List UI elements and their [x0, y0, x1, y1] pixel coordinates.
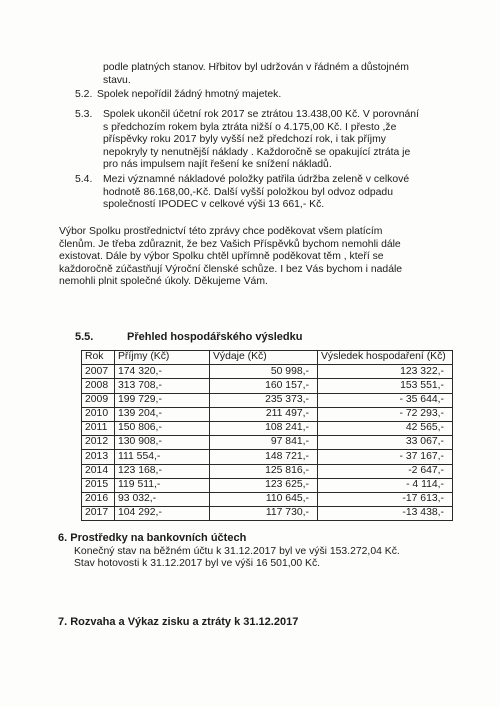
table-row [82, 507, 453, 521]
cell-result: -2 647,- [318, 464, 453, 478]
item-number: 5.4. [75, 174, 93, 185]
cell-expenses: 148 721,- [210, 450, 318, 464]
section-7-heading: 7. Rozvaha a Výkaz zisku a ztráty k 31.12.2017 [58, 616, 299, 628]
cell-expenses: 211 497,- [210, 407, 318, 421]
results-table [81, 350, 453, 521]
bank-account-line: Konečný stav na běžném účtu k 31.12.2017 byl ve výši 153.272,04 Kč. [74, 545, 400, 557]
cash-line: Stav hotovosti k 31.12.2017 byl ve výši 16 501,00 Kč. [74, 558, 321, 570]
committee-line: Výbor Spolku prostřednictví této zprávy chce poděkovat všem platícím [59, 226, 383, 237]
cell-expenses: 108 241,- [210, 421, 318, 435]
section-6-heading: 6. Prostředky na bankovních účtech [58, 532, 247, 544]
cell-year: 2011 [82, 421, 115, 435]
section-5-5-heading [75, 331, 302, 344]
cell-expenses: 123 625,- [210, 478, 318, 492]
item-number: 5.2. [75, 89, 93, 100]
item-line: příspěvky roku 2017 byly vyšší než předchozí rok, i tak příjmy [103, 134, 386, 146]
cell-income: 119 511,- [115, 478, 210, 492]
cell-income: 139 204,- [115, 407, 210, 421]
cell-year: 2017 [82, 507, 115, 521]
cell-income: 104 292,- [115, 507, 210, 521]
table-row [82, 407, 453, 421]
intro-paragraph [103, 62, 409, 87]
cell-expenses: 235 373,- [210, 393, 318, 407]
item-line: Spolek ukončil účetní rok 2017 se ztrátou 13.438,00 Kč. V porovnání [103, 109, 419, 120]
cell-income: 174 320,- [115, 365, 210, 379]
header-expenses: Výdaje (Kč) [210, 351, 318, 365]
section-number: 5.5. [75, 331, 94, 343]
table-row [82, 421, 453, 435]
item-line: hodnotě 86.168,00,-Kč. Další vyšší položkou byl odvoz odpadu [103, 186, 393, 198]
cell-result: -13 438,- [318, 507, 453, 521]
cell-income: 150 806,- [115, 421, 210, 435]
cell-expenses: 125 816,- [210, 464, 318, 478]
section-6 [58, 532, 400, 571]
cell-result: 153 551,- [318, 379, 453, 393]
item-5-4 [75, 174, 409, 212]
item-5-2 [75, 89, 281, 102]
item-line: Mezi významné nákladové položky patřila údržba zeleně v celkové [103, 174, 410, 185]
table-row [82, 393, 453, 407]
committee-line: existovat. Dále by výbor Spolku chtěl upřímně poděkovat těm , kteří se [59, 251, 384, 263]
cell-income: 199 729,- [115, 393, 210, 407]
cell-result: -17 613,- [318, 492, 453, 506]
table-body [82, 365, 453, 521]
cell-year: 2014 [82, 464, 115, 478]
item-5-3 [75, 109, 419, 172]
cell-expenses: 110 645,- [210, 492, 318, 506]
cell-year: 2012 [82, 436, 115, 450]
table-row [82, 464, 453, 478]
item-line: s předchozím rokem byla ztráta nižší o 4.175,00 Kč. I přesto ,že [103, 121, 397, 133]
intro-line-2: stavu. [103, 74, 131, 86]
cell-result: - 72 293,- [318, 407, 453, 421]
cell-year: 2008 [82, 379, 115, 393]
table-row [82, 436, 453, 450]
item-number: 5.3. [75, 109, 93, 120]
header-income: Příjmy (Kč) [115, 351, 210, 365]
cell-year: 2009 [82, 393, 115, 407]
cell-result: 33 067,- [318, 436, 453, 450]
committee-line: členům. Je třeba zdůraznit, že bez Vašich Příspěvků bychom nemohli dále [59, 238, 401, 250]
table-header-row [82, 351, 453, 365]
section-title: Přehled hospodářského výsledku [127, 331, 303, 343]
cell-income: 111 554,- [115, 450, 210, 464]
cell-year: 2013 [82, 450, 115, 464]
item-line: pro nás impulsem najít řešení ke snížení nákladů. [103, 159, 332, 171]
cell-result: - 35 644,- [318, 393, 453, 407]
header-year: Rok [82, 351, 115, 365]
committee-line: každoročně zúčastňují Výroční členské schůze. I bez Vás bychom i nadále [59, 263, 403, 275]
cell-income: 130 908,- [115, 436, 210, 450]
table-row [82, 379, 453, 393]
table-row [82, 450, 453, 464]
intro-line-1: podle platných stanov. Hřbitov byl udržován v řádném a důstojném [103, 62, 409, 73]
cell-result: 123 322,- [318, 365, 453, 379]
header-result: Výsledek hospodaření (Kč) [318, 351, 453, 365]
item-line: nepokryly ty nenutnější náklady . Každoročně se opakující ztráta je [103, 146, 411, 158]
cell-expenses: 160 157,- [210, 379, 318, 393]
item-line: Spolek nepořídil žádný hmotný majetek. [97, 89, 282, 100]
cell-result: - 37 167,- [318, 450, 453, 464]
committee-line: nemohli plnit společné úkoly. Děkujeme Vám. [59, 276, 268, 288]
cell-year: 2007 [82, 365, 115, 379]
cell-income: 123 168,- [115, 464, 210, 478]
cell-income: 93 032,- [115, 492, 210, 506]
cell-year: 2010 [82, 407, 115, 421]
cell-income: 313 708,- [115, 379, 210, 393]
table-row [82, 492, 453, 506]
cell-year: 2015 [82, 478, 115, 492]
cell-expenses: 117 730,- [210, 507, 318, 521]
cell-expenses: 50 998,- [210, 365, 318, 379]
cell-year: 2016 [82, 492, 115, 506]
table-row [82, 365, 453, 379]
cell-result: - 4 114,- [318, 478, 453, 492]
cell-expenses: 97 841,- [210, 436, 318, 450]
committee-paragraph [59, 226, 402, 289]
table-row [82, 478, 453, 492]
cell-result: 42 565,- [318, 421, 453, 435]
item-line: společností IPODEC v celkové výši 13 661,- Kč. [103, 199, 325, 211]
